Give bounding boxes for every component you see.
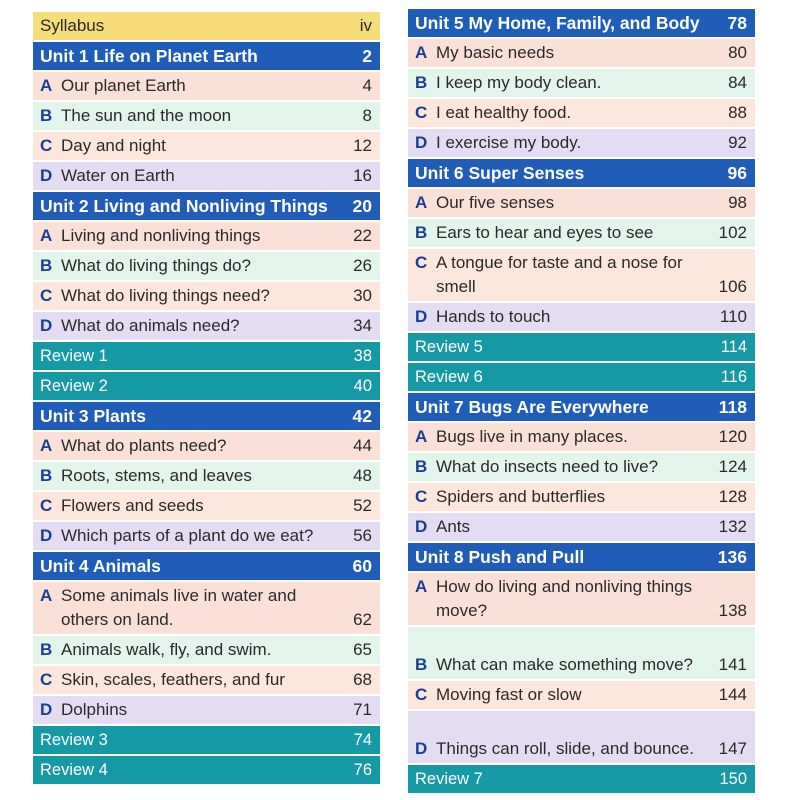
- row-label: [40, 698, 345, 722]
- row-title: What can make something move?: [436, 655, 694, 674]
- toc-right-column: [408, 9, 755, 795]
- page-number: 124: [718, 457, 747, 476]
- row-label: [40, 134, 345, 158]
- row-title: Review 2: [40, 377, 108, 395]
- lesson-letter: C: [40, 286, 53, 305]
- page-number: 110: [719, 307, 747, 326]
- page-number: 78: [727, 13, 747, 33]
- lesson-row[interactable]: [408, 453, 755, 483]
- page-number: 128: [718, 487, 747, 506]
- lesson-row[interactable]: [33, 636, 380, 666]
- page-number: 106: [718, 277, 747, 296]
- page-number: 62: [353, 610, 372, 629]
- page-number: 116: [720, 368, 747, 386]
- lesson-row[interactable]: [33, 582, 380, 636]
- review-row[interactable]: [33, 372, 380, 402]
- row-label: [415, 395, 711, 419]
- row-label: [40, 254, 345, 278]
- lesson-row[interactable]: [33, 432, 380, 462]
- lesson-letter: C: [40, 496, 53, 515]
- lesson-letter: B: [40, 466, 53, 485]
- lesson-row[interactable]: [33, 462, 380, 492]
- row-title: Dolphins: [61, 700, 128, 719]
- row-label: [415, 221, 711, 245]
- row-title: I keep my body clean.: [436, 73, 602, 92]
- row-title: Unit 6 Super Senses: [415, 163, 585, 183]
- row-label: [40, 404, 345, 428]
- page-number: 120: [718, 427, 747, 446]
- row-label: [415, 41, 720, 65]
- lesson-letter: A: [415, 577, 428, 596]
- lesson-letter: B: [415, 655, 428, 674]
- page-number: 68: [353, 670, 372, 689]
- page-number: 16: [353, 166, 372, 185]
- page-number: 150: [719, 770, 747, 788]
- lesson-letter: D: [415, 307, 428, 326]
- page-number: 20: [352, 196, 372, 216]
- lesson-letter: A: [415, 427, 428, 446]
- row-label: [415, 575, 711, 623]
- lesson-letter: D: [40, 316, 53, 335]
- row-title: Syllabus: [40, 16, 105, 35]
- lesson-row[interactable]: [33, 132, 380, 162]
- row-title: Unit 8 Push and Pull: [415, 547, 585, 567]
- row-title: Review 1: [40, 347, 108, 365]
- page-number: 138: [718, 601, 747, 620]
- row-label: [40, 104, 355, 128]
- row-title: Spiders and butterflies: [436, 487, 606, 506]
- lesson-letter: D: [415, 133, 428, 152]
- lesson-letter: A: [415, 43, 428, 62]
- row-label: [40, 284, 345, 308]
- unit-header[interactable]: [408, 393, 755, 423]
- row-label: [415, 545, 710, 569]
- page-number: 80: [728, 43, 747, 62]
- row-title: Review 6: [415, 368, 483, 386]
- lesson-row[interactable]: [408, 189, 755, 219]
- row-label: [415, 335, 713, 359]
- lesson-row[interactable]: [33, 492, 380, 522]
- lesson-row[interactable]: [408, 483, 755, 513]
- lesson-row[interactable]: [408, 219, 755, 249]
- unit-header[interactable]: [408, 9, 755, 39]
- lesson-letter: C: [40, 670, 53, 689]
- page-number: 48: [353, 466, 372, 485]
- review-row[interactable]: [33, 726, 380, 756]
- page-number: 40: [353, 377, 372, 395]
- row-title: Unit 5 My Home, Family, and Body: [415, 13, 700, 33]
- row-title: Unit 2 Living and Nonliving Things: [40, 196, 328, 216]
- row-title: Bugs live in many places.: [436, 427, 628, 446]
- lesson-row[interactable]: [408, 573, 755, 627]
- page-number: 44: [353, 436, 372, 455]
- row-label: [40, 14, 352, 38]
- lesson-row[interactable]: [33, 666, 380, 696]
- row-title: Unit 3 Plants: [40, 406, 146, 426]
- lesson-row[interactable]: [408, 513, 755, 543]
- page-number: 22: [353, 226, 372, 245]
- lesson-row[interactable]: [408, 303, 755, 333]
- lesson-row[interactable]: [408, 129, 755, 159]
- lesson-row[interactable]: [408, 99, 755, 129]
- row-label: [40, 494, 345, 518]
- unit-header[interactable]: [408, 159, 755, 189]
- lesson-row[interactable]: [408, 423, 755, 453]
- lesson-letter: C: [415, 103, 428, 122]
- lesson-row[interactable]: [33, 312, 380, 342]
- unit-header[interactable]: [33, 192, 380, 222]
- page-number: 4: [362, 76, 372, 95]
- page-number: 65: [353, 640, 372, 659]
- row-title: I exercise my body.: [436, 133, 582, 152]
- row-label: [40, 344, 346, 368]
- row-title: What do living things need?: [61, 286, 270, 305]
- lesson-row[interactable]: [33, 102, 380, 132]
- page-number: 8: [362, 106, 372, 125]
- lesson-letter: D: [415, 517, 428, 536]
- row-title: Animals walk, fly, and swim.: [61, 640, 272, 659]
- row-label: [40, 728, 346, 752]
- page-number: 144: [718, 685, 747, 704]
- page-number: 102: [718, 223, 747, 242]
- unit-header[interactable]: [408, 543, 755, 573]
- row-label: [415, 131, 720, 155]
- lesson-letter: B: [40, 106, 53, 125]
- row-label: [40, 44, 354, 68]
- page-number: 30: [353, 286, 372, 305]
- row-title: Moving fast or slow: [436, 685, 582, 704]
- row-label: [415, 455, 711, 479]
- row-title: Review 3: [40, 731, 108, 749]
- lesson-row[interactable]: [408, 681, 755, 711]
- lesson-letter: D: [40, 526, 53, 545]
- page-number: 92: [728, 133, 747, 152]
- page-number: 38: [353, 347, 372, 365]
- row-label: [415, 191, 720, 215]
- lesson-letter: B: [40, 640, 53, 659]
- page-number: 84: [728, 73, 747, 92]
- row-title: Review 5: [415, 338, 483, 356]
- page-number: 96: [727, 163, 747, 183]
- row-label: [415, 485, 711, 509]
- row-title: Water on Earth: [61, 166, 175, 185]
- row-label: [415, 161, 720, 185]
- row-title: What do animals need?: [61, 316, 240, 335]
- row-title: Unit 4 Animals: [40, 556, 161, 576]
- row-title: Some animals live in water and others on land.: [61, 586, 297, 629]
- row-title: What do plants need?: [61, 436, 227, 455]
- row-label: [40, 554, 345, 578]
- row-label: [415, 71, 720, 95]
- page-number: 132: [718, 517, 747, 536]
- row-label: [40, 668, 345, 692]
- lesson-letter: B: [415, 223, 428, 242]
- row-label: [40, 434, 345, 458]
- row-title: Living and nonliving things: [61, 226, 261, 245]
- row-label: [415, 683, 711, 707]
- page-number: 71: [353, 700, 372, 719]
- row-label: [415, 737, 711, 761]
- row-label: [415, 11, 720, 35]
- row-title: Our planet Earth: [61, 76, 186, 95]
- page-number: 34: [353, 316, 372, 335]
- lesson-row[interactable]: [408, 711, 755, 765]
- lesson-row[interactable]: [33, 72, 380, 102]
- row-title: A tongue for taste and a nose for smell: [436, 253, 683, 296]
- review-row[interactable]: [33, 342, 380, 372]
- row-title: I eat healthy food.: [436, 103, 572, 122]
- lesson-row[interactable]: [408, 627, 755, 681]
- unit-header[interactable]: [33, 42, 380, 72]
- page-number: 56: [353, 526, 372, 545]
- row-label: [40, 164, 345, 188]
- lesson-row[interactable]: [33, 522, 380, 552]
- row-title: The sun and the moon: [61, 106, 232, 125]
- row-label: [415, 305, 712, 329]
- lesson-letter: B: [40, 256, 53, 275]
- row-title: What do insects need to live?: [436, 457, 659, 476]
- page-number: 52: [353, 496, 372, 515]
- page-number: 60: [352, 556, 372, 576]
- row-label: [40, 314, 345, 338]
- review-row[interactable]: [408, 765, 755, 795]
- row-label: [415, 365, 713, 389]
- page-number: 141: [718, 655, 747, 674]
- page-number: 2: [362, 46, 372, 66]
- lesson-letter: A: [415, 193, 428, 212]
- syllabus-row[interactable]: [33, 12, 380, 42]
- row-label: [40, 584, 345, 632]
- lesson-letter: B: [415, 457, 428, 476]
- row-label: [40, 74, 355, 98]
- row-title: Review 4: [40, 761, 108, 779]
- lesson-letter: C: [415, 253, 428, 272]
- row-label: [40, 758, 346, 782]
- row-title: What do living things do?: [61, 256, 251, 275]
- lesson-letter: A: [40, 226, 53, 245]
- lesson-row[interactable]: [33, 696, 380, 726]
- lesson-letter: D: [40, 166, 53, 185]
- row-label: [415, 251, 711, 299]
- row-label: [40, 464, 345, 488]
- row-label: [415, 101, 720, 125]
- lesson-letter: B: [415, 73, 428, 92]
- lesson-row[interactable]: [408, 249, 755, 303]
- page-number: 12: [353, 136, 372, 155]
- page-number: 76: [353, 761, 372, 779]
- lesson-letter: D: [40, 700, 53, 719]
- lesson-row[interactable]: [33, 162, 380, 192]
- row-title: Which parts of a plant do we eat?: [61, 526, 314, 545]
- row-title: Review 7: [415, 770, 483, 788]
- lesson-row[interactable]: [33, 252, 380, 282]
- toc-left-column: [33, 12, 380, 786]
- row-label: [40, 374, 346, 398]
- review-row[interactable]: [33, 756, 380, 786]
- lesson-letter: A: [40, 586, 53, 605]
- row-title: Skin, scales, feathers, and fur: [61, 670, 285, 689]
- row-title: Unit 1 Life on Planet Earth: [40, 46, 258, 66]
- unit-header[interactable]: [33, 552, 380, 582]
- row-label: [40, 638, 345, 662]
- review-row[interactable]: [408, 333, 755, 363]
- row-label: [40, 194, 345, 218]
- page-number: 42: [352, 406, 372, 426]
- lesson-letter: C: [40, 136, 53, 155]
- page-number: 118: [718, 397, 747, 417]
- page-number: 114: [720, 338, 747, 356]
- lesson-letter: C: [415, 685, 428, 704]
- review-row[interactable]: [408, 363, 755, 393]
- row-title: Unit 7 Bugs Are Everywhere: [415, 397, 649, 417]
- row-label: [415, 767, 711, 791]
- row-title: Ants: [436, 517, 471, 536]
- page-number: 26: [353, 256, 372, 275]
- page-number: 98: [728, 193, 747, 212]
- lesson-row[interactable]: [33, 222, 380, 252]
- row-label: [415, 425, 711, 449]
- row-title: How do living and nonliving things move?: [436, 577, 693, 620]
- unit-header[interactable]: [33, 402, 380, 432]
- page-number: 136: [717, 547, 747, 567]
- page-number: 88: [728, 103, 747, 122]
- lesson-letter: A: [40, 76, 53, 95]
- page-number: 147: [718, 739, 747, 758]
- page-number: iv: [359, 16, 372, 35]
- lesson-row[interactable]: [408, 39, 755, 69]
- row-label: [415, 515, 711, 539]
- row-title: Roots, stems, and leaves: [61, 466, 252, 485]
- lesson-letter: D: [415, 739, 428, 758]
- row-label: [40, 224, 345, 248]
- page-number: 74: [353, 731, 372, 749]
- row-label: [415, 653, 711, 677]
- row-title: Flowers and seeds: [61, 496, 204, 515]
- lesson-row[interactable]: [33, 282, 380, 312]
- lesson-letter: C: [415, 487, 428, 506]
- row-title: My basic needs: [436, 43, 555, 62]
- lesson-row[interactable]: [408, 69, 755, 99]
- row-title: Hands to touch: [436, 307, 551, 326]
- row-title: Day and night: [61, 136, 166, 155]
- row-label: [40, 524, 345, 548]
- row-title: Ears to hear and eyes to see: [436, 223, 654, 242]
- row-title: Our five senses: [436, 193, 555, 212]
- row-title: Things can roll, slide, and bounce.: [436, 739, 694, 758]
- lesson-letter: A: [40, 436, 53, 455]
